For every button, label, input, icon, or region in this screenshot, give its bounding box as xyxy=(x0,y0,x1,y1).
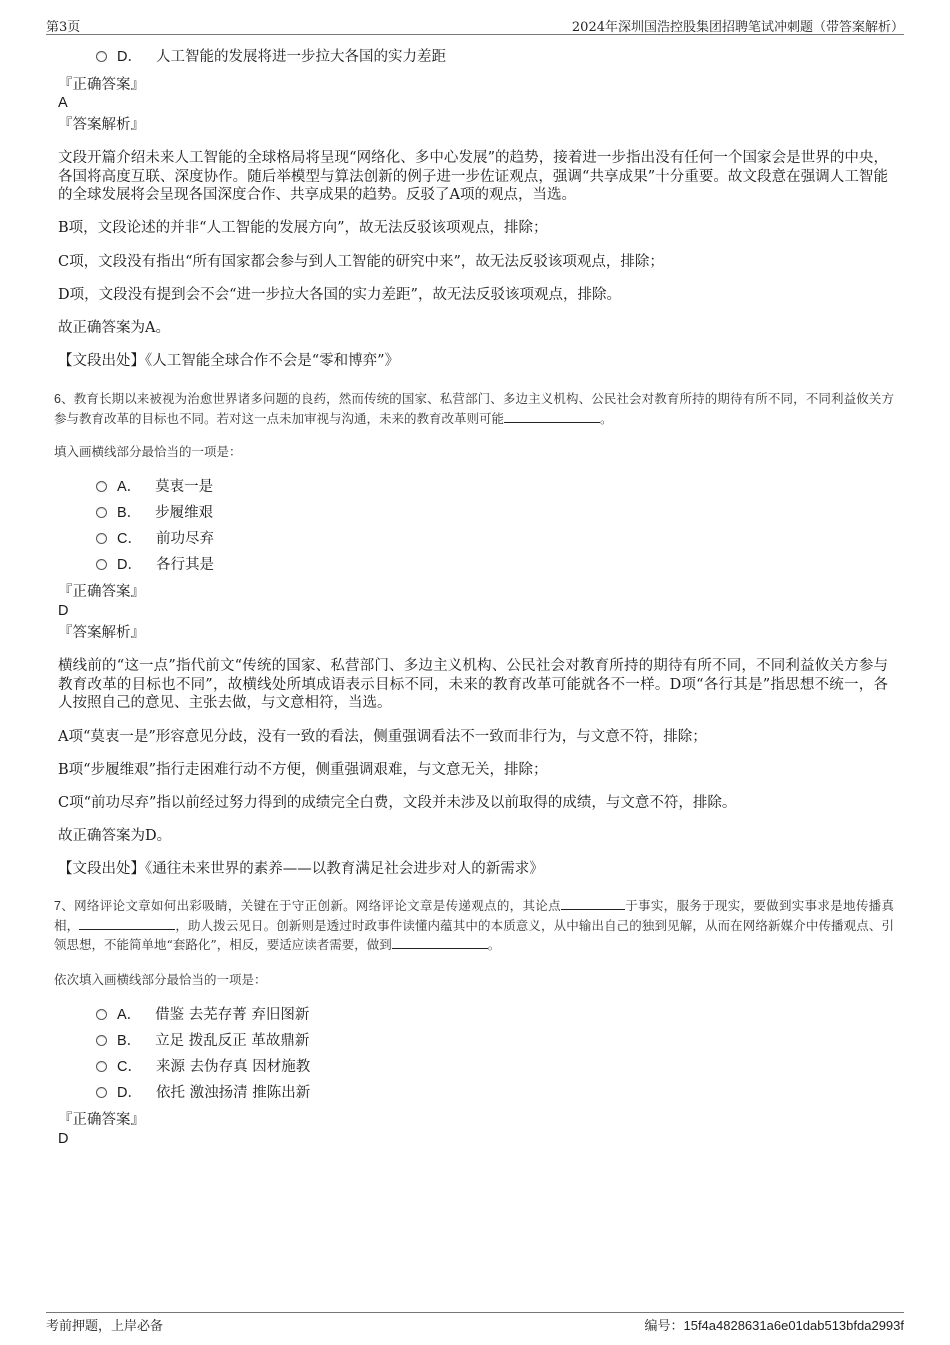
q5-analysis-label: 『答案解析』 xyxy=(58,117,145,133)
q5-analysis-paragraph: 文段开篇介绍未来人工智能的全球格局将呈现“网络化、多中心发展”的趋势，接着进一步指出没有任何一个国家会是世界的中央，各国将高度互联、深度协作。随后举模型与算法创新的例子进一步佐证观点，强调“共享成果”十分重要。故文段意在强调人工智能的全球发展将会呈现各国深度合作、共享成果的趋势。反驳了A项的观点，当选。 xyxy=(58,150,888,203)
q6-prompt: 填入画横线部分最恰当的一项是： xyxy=(54,444,242,459)
radio-icon[interactable] xyxy=(96,1009,107,1020)
q7-answer-label: 『正确答案』 xyxy=(58,1112,145,1128)
q6-source: 【文段出处】《通往未来世界的素养——以教育满足社会进步对人的新需求》 xyxy=(58,861,544,877)
radio-icon[interactable] xyxy=(96,507,107,518)
page-footer xyxy=(46,1312,904,1335)
q5-analysis-d: D项，文段没有提到会不会“进一步拉大各国的实力差距”，故无法反驳该项观点，排除。 xyxy=(58,287,621,303)
q6-conclusion: 故正确答案为D。 xyxy=(58,828,172,844)
q6-option-d[interactable]: D． 各行其是 xyxy=(96,556,214,574)
q6-analysis-a: A项“莫衷一是”形容意见分歧，没有一致的看法，侧重强调看法不一致而非行为，与文意不符，排除； xyxy=(58,729,707,745)
radio-icon[interactable] xyxy=(96,1087,107,1098)
q7-stem: 7、网络评论文章如何出彩吸睛，关键在于守正创新。网络评论文章是传递观点的，其论点 于事实，服务于现实，要做到实事求是地传播真相， ，助人拨云见日。创新则是透过时政事件读懂内蕴其中的本质意义，从中输出自己的独到见解，从而在网络新媒介中传播观点、引领思想，不能简单地“套路化”，相反，要适应读者需要，做到 。 xyxy=(54,898,894,952)
q5-answer: A xyxy=(58,95,68,111)
q6-stem: 6、教育长期以来被视为治愈世界诸多问题的良药，然而传统的国家、私营部门、多边主义机构、公民社会对教育所持的期待有所不同，不同利益攸关方参与教育改革的目标也不同。若对这一点未加审视与沟通，未来的教育改革则可能 。 xyxy=(54,391,894,426)
document-title: 2024年深圳国浩控股集团招聘笔试冲刺题（带答案解析） xyxy=(571,20,904,35)
q7-option-d[interactable]: D． 依托 激浊扬清 推陈出新 xyxy=(96,1084,310,1102)
q5-analysis-b: B项，文段论述的并非“人工智能的发展方向”，故无法反驳该项观点，排除； xyxy=(58,220,548,236)
q7-option-a[interactable]: A． 借鉴 去芜存菁 弃旧图新 xyxy=(96,1006,309,1024)
q5-source: 【文段出处】《人工智能全球合作不会是“零和博弈”》 xyxy=(58,353,400,369)
document-code: 编号：15f4a4828631a6e01dab513bfda2993f xyxy=(644,1318,904,1334)
radio-icon[interactable] xyxy=(96,1061,107,1072)
page-number: 第3页 xyxy=(46,20,81,35)
q5-option-d[interactable]: D． 人工智能的发展将进一步拉大各国的实力差距 xyxy=(96,48,446,66)
q7-option-b[interactable]: B． 立足 拨乱反正 革故鼎新 xyxy=(96,1032,309,1050)
blank-line xyxy=(392,936,488,949)
blank-line xyxy=(79,917,175,930)
q7-answer: D xyxy=(58,1131,69,1147)
q6-analysis-c: C项“前功尽弃”指以前经过努力得到的成绩完全白费，文段并未涉及以前取得的成绩，与文意不符，排除。 xyxy=(58,795,737,811)
radio-icon[interactable] xyxy=(96,481,107,492)
q6-option-c[interactable]: C． 前功尽弃 xyxy=(96,530,214,548)
q5-answer-label: 『正确答案』 xyxy=(58,77,145,93)
q6-option-a[interactable]: A． 莫衷一是 xyxy=(96,478,213,496)
q6-answer-label: 『正确答案』 xyxy=(58,584,145,600)
q6-analysis-paragraph: 横线前的“这一点”指代前文“传统的国家、私营部门、多边主义机构、公民社会对教育所持的期待有所不同，不同利益攸关方参与教育改革的目标也不同”，故横线处所填成语表示目标不同，未来的教育改革可能就各不一样。D项“各行其是”指思想不统一，各人按照自己的意见、主张去做，与文意相符，当选。 xyxy=(58,658,888,711)
q7-prompt: 依次填入画横线部分最恰当的一项是： xyxy=(54,972,267,987)
radio-icon[interactable] xyxy=(96,533,107,544)
page-header xyxy=(46,14,904,35)
footer-slogan: 考前押题，上岸必备 xyxy=(46,1319,164,1334)
q6-option-b[interactable]: B． 步履维艰 xyxy=(96,504,213,522)
blank-line xyxy=(504,410,600,423)
blank-line xyxy=(561,897,625,910)
q6-answer: D xyxy=(58,603,69,619)
q6-analysis-b: B项“步履维艰”指行走困难行动不方便，侧重强调艰难，与文意无关，排除； xyxy=(58,762,548,778)
radio-icon[interactable] xyxy=(96,559,107,570)
q5-conclusion: 故正确答案为A。 xyxy=(58,320,170,336)
radio-icon[interactable] xyxy=(96,51,107,62)
q6-analysis-label: 『答案解析』 xyxy=(58,625,145,641)
radio-icon[interactable] xyxy=(96,1035,107,1046)
q7-option-c[interactable]: C． 来源 去伪存真 因材施教 xyxy=(96,1058,310,1076)
q5-analysis-c: C项，文段没有指出“所有国家都会参与到人工智能的研究中来”，故无法反驳该项观点，排除； xyxy=(58,254,664,270)
